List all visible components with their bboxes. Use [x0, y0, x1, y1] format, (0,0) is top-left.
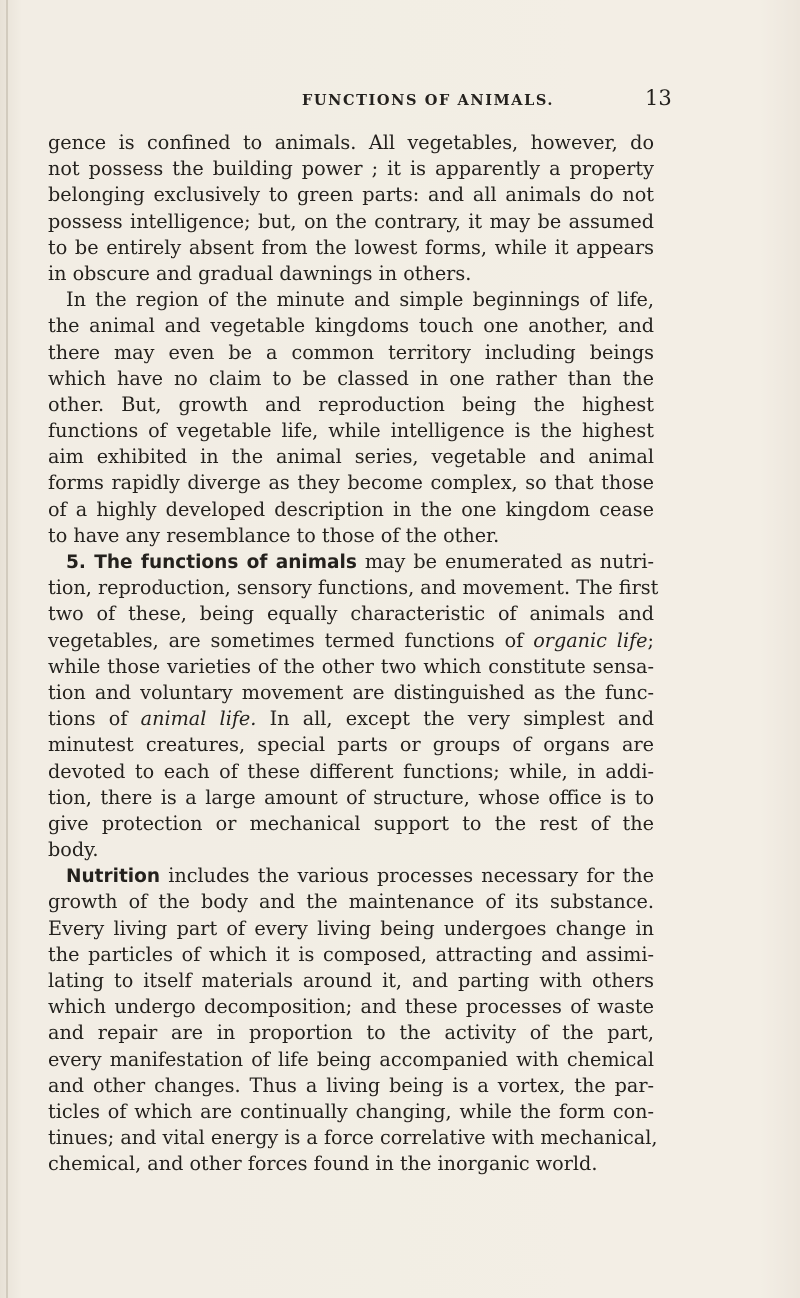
- text-line: functions of vegetable life, while intelligence is the highest: [48, 419, 654, 443]
- body-text: [48, 130, 659, 1178]
- text-line: which have no claim to be classed in one rather than the: [48, 366, 654, 390]
- text-line: in obscure and gradual dawnings in others.: [48, 261, 472, 285]
- text-line: devoted to each of these different functions; while, in addi-: [48, 759, 654, 783]
- running-head-title: FUNCTIONS OF ANIMALS.: [302, 92, 555, 109]
- text-line: to be entirely absent from the lowest forms, while it appears: [48, 235, 654, 259]
- text-fragment: tions of: [48, 707, 128, 731]
- text-line: which undergo decomposition; and these processes of waste: [48, 995, 654, 1019]
- text-line: two of these, being equally characteristic of animals and: [48, 602, 654, 626]
- text-line: ticles of which are continually changing, while the form con-: [48, 1099, 654, 1123]
- text-line: chemical, and other forces found in the inorganic world.: [48, 1152, 598, 1176]
- text-line: body.: [48, 838, 99, 862]
- text-line: tion, reproduction, sensory functions, and movement. The first: [48, 576, 659, 600]
- text-line: possess intelligence; but, on the contrary, it may be assumed: [48, 209, 654, 233]
- text-line: there may even be a common territory including beings: [48, 340, 654, 364]
- text-line: give protection or mechanical support to the rest of the: [48, 811, 654, 835]
- text-line: In the region of the minute and simple beginnings of life,: [66, 288, 654, 312]
- text-line: belonging exclusively to green parts: and all animals do not: [48, 183, 654, 207]
- text-line: aim exhibited in the animal series, vegetable and animal: [48, 445, 654, 469]
- running-head: [0, 86, 800, 116]
- section-heading-line: [48, 863, 654, 889]
- text-line: the animal and vegetable kingdoms touch one another, and: [48, 314, 654, 338]
- text-line: minutest creatures, special parts or groups of organs are: [48, 733, 654, 757]
- section-heading: 5. The functions of animals: [66, 552, 357, 573]
- text-line: of a highly developed description in the one kingdom cease: [48, 497, 654, 521]
- section-heading: Nutrition: [66, 866, 161, 888]
- text-line: the particles of which it is composed, attracting and assimi-: [48, 942, 654, 966]
- text-fragment: vegetables, are sometimes termed functions of: [48, 628, 524, 652]
- text-line: tion and voluntary movement are distinguished as the func-: [48, 680, 654, 704]
- text-line: and repair are in proportion to the activity of the part,: [48, 1021, 654, 1045]
- italic-term: animal life.: [140, 707, 257, 731]
- section-heading-line: [48, 549, 654, 575]
- gutter-shadow: [6, 0, 8, 1298]
- text-line: every manifestation of life being accompanied with chemical: [48, 1047, 654, 1071]
- text-line: Every living part of every living being undergoes change in: [48, 916, 654, 940]
- text-line: not possess the building power ; it is apparently a property: [48, 157, 654, 181]
- italic-term: organic life: [533, 628, 648, 652]
- text-line: other. But, growth and reproduction being the highest: [48, 392, 654, 416]
- text-line: while those varieties of the other two which constitute sensa-: [48, 654, 654, 678]
- text-fragment: In all, except the very simplest and: [269, 707, 654, 731]
- text-fragment: may be enumerated as nutri-: [364, 550, 654, 573]
- text-line: gence is confined to animals. All vegetables, however, do: [48, 131, 654, 154]
- text-line: tinues; and vital energy is a force correlative with mechanical,: [48, 1126, 658, 1150]
- text-fragment: includes the various processes necessary for the: [168, 864, 654, 888]
- text-line: tion, there is a large amount of structure, whose office is to: [48, 785, 654, 809]
- text-line: to have any resemblance to those of the other.: [48, 523, 500, 547]
- text-line-organic-life: [48, 628, 654, 654]
- text-line-animal-life: [48, 706, 654, 732]
- text-line: and other changes. Thus a living being is a vortex, the par-: [48, 1073, 654, 1097]
- text-fragment: ;: [647, 628, 655, 652]
- text-line: growth of the body and the maintenance of its substance.: [48, 890, 654, 914]
- page-number: 13: [645, 86, 672, 110]
- text-line: forms rapidly diverge as they become complex, so that those: [48, 471, 654, 495]
- text-line: lating to itself materials around it, and parting with others: [48, 969, 654, 992]
